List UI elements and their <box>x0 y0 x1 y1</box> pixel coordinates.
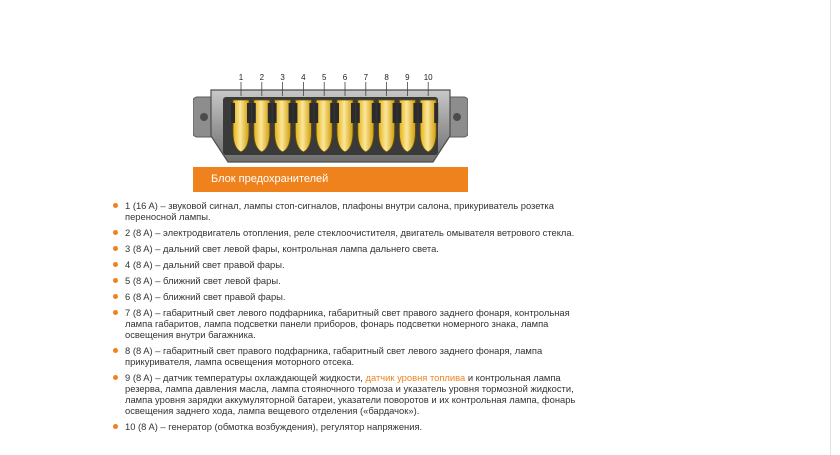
fuse-item-8 <box>113 345 583 367</box>
fuse-text: 2 (8 A) – электродвигатель отопления, реле стеклоочистителя, двигатель омывателя ветрового стекла. <box>125 227 575 238</box>
fuse-clip <box>351 103 355 123</box>
pin-number-6: 6 <box>342 73 348 82</box>
bullet-icon <box>113 348 118 353</box>
pin-number-9: 9 <box>405 73 410 82</box>
fuse-clip <box>273 103 277 123</box>
fuse-text: 1 (16 A) – звуковой сигнал, лампы стоп-сигналов, плафоны внутри салона, прикуриватель розетка переносной лампы. <box>125 200 554 222</box>
fuse-block-illustration <box>193 70 468 170</box>
fuse-clip <box>231 103 235 123</box>
fuse-text: 6 (8 A) – ближний свет правой фары. <box>125 291 286 302</box>
fuse-item-7 <box>113 307 583 340</box>
fuse-clip <box>314 103 318 123</box>
fuse-text: 10 (8 A) – генератор (обмотка возбуждения), регулятор напряжения. <box>125 421 423 432</box>
fuse-2 <box>254 100 270 152</box>
fuse-block-figure <box>193 70 468 192</box>
fuse-4 <box>295 100 311 152</box>
fuse-item-9 <box>113 372 583 416</box>
bullet-icon <box>113 262 118 267</box>
fuse-clip <box>289 103 293 123</box>
pin-number-4: 4 <box>301 73 306 82</box>
fuse-item-6 <box>113 291 583 302</box>
bullet-icon <box>113 375 118 380</box>
fuse-item-2 <box>113 227 583 238</box>
fuse-text: 7 (8 A) – габаритный свет левого подфарника, габаритный свет правого заднего фонаря, контрольная лампа габаритов, лампа подсветки панели приборов, фонарь подсветки номерного знака, лампа освещения внутри багажника. <box>125 307 570 340</box>
figure-caption: Блок предохранителей <box>211 173 329 185</box>
fuse-7 <box>358 100 374 152</box>
fuse-clip <box>377 103 381 123</box>
fuse-clip <box>268 103 272 123</box>
fuse-clip <box>330 103 334 123</box>
fuse-8 <box>379 100 395 152</box>
fuse-clip <box>413 103 417 123</box>
fuse-text: 9 (8 A) – датчик температуры охлаждающей жидкости, <box>125 372 366 383</box>
fuse-clip <box>372 103 376 123</box>
fuse-item-5 <box>113 275 583 286</box>
bullet-icon <box>113 310 118 315</box>
fuse-clip <box>252 103 256 123</box>
fuse-clip <box>356 103 360 123</box>
fuse-item-1 <box>113 200 583 222</box>
fuse-item-10 <box>113 421 583 432</box>
pin-number-3: 3 <box>280 73 285 82</box>
bullet-icon <box>113 424 118 429</box>
fuse-text: 4 (8 A) – дальний свет правой фары. <box>125 259 285 270</box>
bullet-icon <box>113 203 118 208</box>
fuse-clip <box>393 103 397 123</box>
pin-number-5: 5 <box>321 73 327 82</box>
pin-number-2: 2 <box>259 73 265 82</box>
fuse-text-continued: и контрольная лампа резерва, лампа давления масла, лампа стояночного тормоза и указатель уровня тормозной жидкости, лампа уровня зарядки аккумуляторной батареи, указатели поворотов и их контрольная лампа, фонарь освещения заднего хода, лампа вещевого отделения («бардачок»). <box>125 372 576 416</box>
fuse-text: 8 (8 A) – габаритный свет правого подфарника, габаритный свет левого заднего фонаря, лампа прикуривателя, лампа освещения моторного отсека. <box>125 345 543 367</box>
fuse-5 <box>316 100 332 152</box>
page-divider-line <box>830 0 831 455</box>
fuse-3 <box>275 100 291 152</box>
pin-number-1: 1 <box>238 73 244 82</box>
fuse-list <box>113 200 583 437</box>
fuse-text: 5 (8 A) – ближний свет левой фары. <box>125 275 281 286</box>
fuse-clip <box>397 103 401 123</box>
fuse-item-3 <box>113 243 583 254</box>
bullet-icon <box>113 246 118 251</box>
bullet-icon <box>113 294 118 299</box>
fuel-level-sensor-link[interactable]: датчик уровня топлива <box>365 372 466 383</box>
pin-number-8: 8 <box>384 73 389 82</box>
fuse-clip <box>293 103 297 123</box>
pin-number-10: 10 <box>423 73 433 82</box>
fuse-clip <box>434 103 438 123</box>
fuse-clip <box>418 103 422 123</box>
fuse-1 <box>233 100 249 152</box>
fuse-clip <box>309 103 313 123</box>
fuse-9 <box>399 100 415 152</box>
fuse-text: 3 (8 A) – дальний свет левой фары, контрольная лампа дальнего света. <box>125 243 439 254</box>
pin-number-7: 7 <box>363 73 369 82</box>
bullet-icon <box>113 278 118 283</box>
fuse-clip <box>335 103 339 123</box>
fuse-6 <box>337 100 353 152</box>
fuse-item-4 <box>113 259 583 270</box>
fuse-10 <box>420 100 436 152</box>
fuse-clip <box>247 103 251 123</box>
figure-caption-bar <box>193 167 468 192</box>
bullet-icon <box>113 230 118 235</box>
